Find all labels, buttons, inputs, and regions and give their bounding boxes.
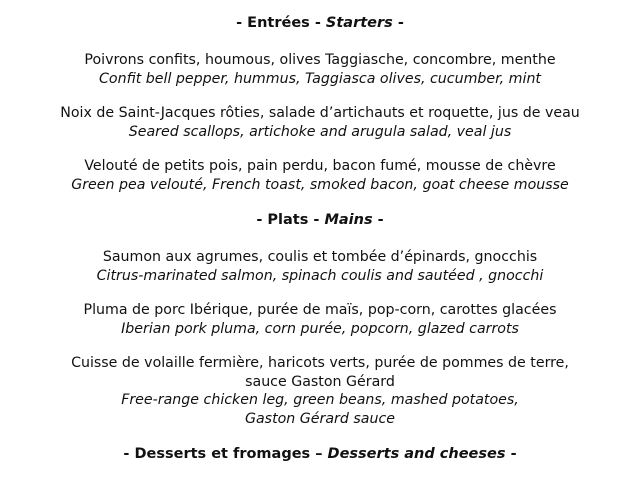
heading-french: - Desserts et fromages –	[123, 446, 323, 462]
heading-english: Desserts and cheeses	[327, 446, 506, 462]
section-heading-mains	[0, 211, 640, 229]
heading-suffix: -	[377, 212, 384, 228]
heading-suffix: -	[397, 15, 404, 31]
section-heading-desserts	[0, 445, 640, 463]
dish-english-name-line-1: Free-range chicken leg, green beans, mashed potatoes,	[121, 392, 519, 408]
heading-french: - Plats -	[256, 212, 320, 228]
dish-french-name-line-2: sauce Gaston Gérard	[245, 373, 395, 390]
dish-french-name: Pluma de porc Ibérique, purée de maïs, pop-corn, carottes glacées	[83, 302, 557, 318]
heading-english: Mains	[324, 212, 373, 228]
dish-french-name: Poivrons confits, houmous, olives Taggiasche, concombre, menthe	[84, 52, 556, 68]
dish-main-3	[0, 354, 640, 428]
section-heading-starters	[0, 14, 640, 32]
dish-english-name: Confit bell pepper, hummus, Taggiasca olives, cucumber, mint	[98, 70, 541, 87]
dish-starter-2	[0, 104, 640, 141]
dish-english-name: Citrus-marinated salmon, spinach coulis and sautéed , gnocchi	[96, 267, 544, 284]
dish-english-name: Iberian pork pluma, corn purée, popcorn, glazed carrots	[121, 320, 519, 337]
heading-english: Starters	[325, 15, 393, 31]
heading-french: - Entrées -	[236, 15, 321, 31]
dish-english-name: Green pea velouté, French toast, smoked bacon, goat cheese mousse	[71, 176, 569, 193]
dish-french-name-line-1: Cuisse de volaille fermière, haricots verts, purée de pommes de terre,	[71, 355, 569, 371]
dish-main-2	[0, 301, 640, 338]
dish-main-1	[0, 248, 640, 285]
dish-english-name-line-2: Gaston Gérard sauce	[244, 410, 396, 427]
dish-french-name: Noix de Saint-Jacques rôties, salade d’artichauts et roquette, jus de veau	[60, 105, 580, 121]
dish-french-name: Saumon aux agrumes, coulis et tombée d’épinards, gnocchis	[102, 249, 538, 265]
dish-french-name: Velouté de petits pois, pain perdu, bacon fumé, mousse de chèvre	[84, 158, 556, 174]
dish-starter-1	[0, 51, 640, 88]
dish-english-name: Seared scallops, artichoke and arugula salad, veal jus	[128, 123, 512, 140]
heading-suffix: -	[510, 446, 517, 462]
dish-starter-3	[0, 157, 640, 194]
